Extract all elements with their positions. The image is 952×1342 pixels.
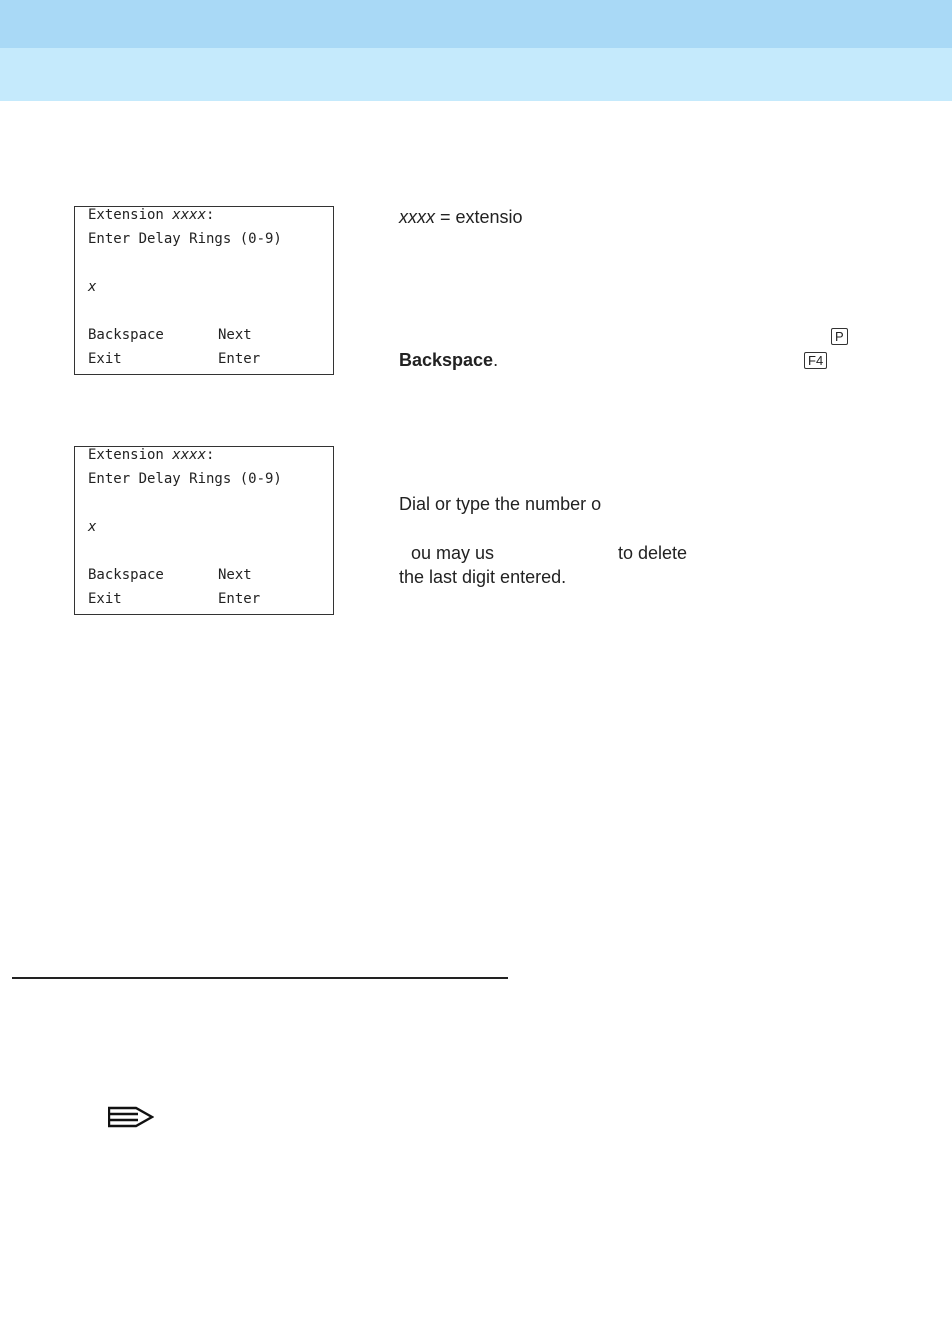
screen-prompt: Enter Delay Rings (0-9) <box>88 471 282 487</box>
section-divider <box>12 977 508 979</box>
next-softkey[interactable]: Next <box>218 327 252 343</box>
dial-instruction: Dial or type the number o <box>399 494 602 514</box>
console-screen-2 <box>74 446 334 615</box>
key-f4: F4 <box>804 352 827 369</box>
enter-softkey[interactable]: Enter <box>218 351 261 367</box>
header-band-bottom <box>0 48 952 101</box>
screen-title-line: Extension xxxx: <box>88 207 215 223</box>
console-screen-1 <box>74 206 334 375</box>
note-pencil-icon <box>108 1105 154 1129</box>
screen-value: x <box>88 279 97 295</box>
backspace-instruction: Backspace. <box>399 350 499 370</box>
backspace-softkey[interactable]: Backspace <box>88 567 164 583</box>
variable-description: xxxx = extensio <box>399 207 523 227</box>
to-delete-text: to delete <box>618 543 688 563</box>
enter-softkey[interactable]: Enter <box>218 591 261 607</box>
backspace-softkey[interactable]: Backspace <box>88 327 164 343</box>
exit-softkey[interactable]: Exit <box>88 591 122 607</box>
screen-title-line: Extension xxxx: <box>88 447 215 463</box>
key-p: P <box>831 328 848 345</box>
next-softkey[interactable]: Next <box>218 567 252 583</box>
exit-softkey[interactable]: Exit <box>88 351 122 367</box>
last-digit-text: the last digit entered. <box>399 567 567 587</box>
screen-value: x <box>88 519 97 535</box>
you-may-text: ou may us <box>411 543 495 563</box>
screen-prompt: Enter Delay Rings (0-9) <box>88 231 282 247</box>
header-band-top <box>0 0 952 48</box>
